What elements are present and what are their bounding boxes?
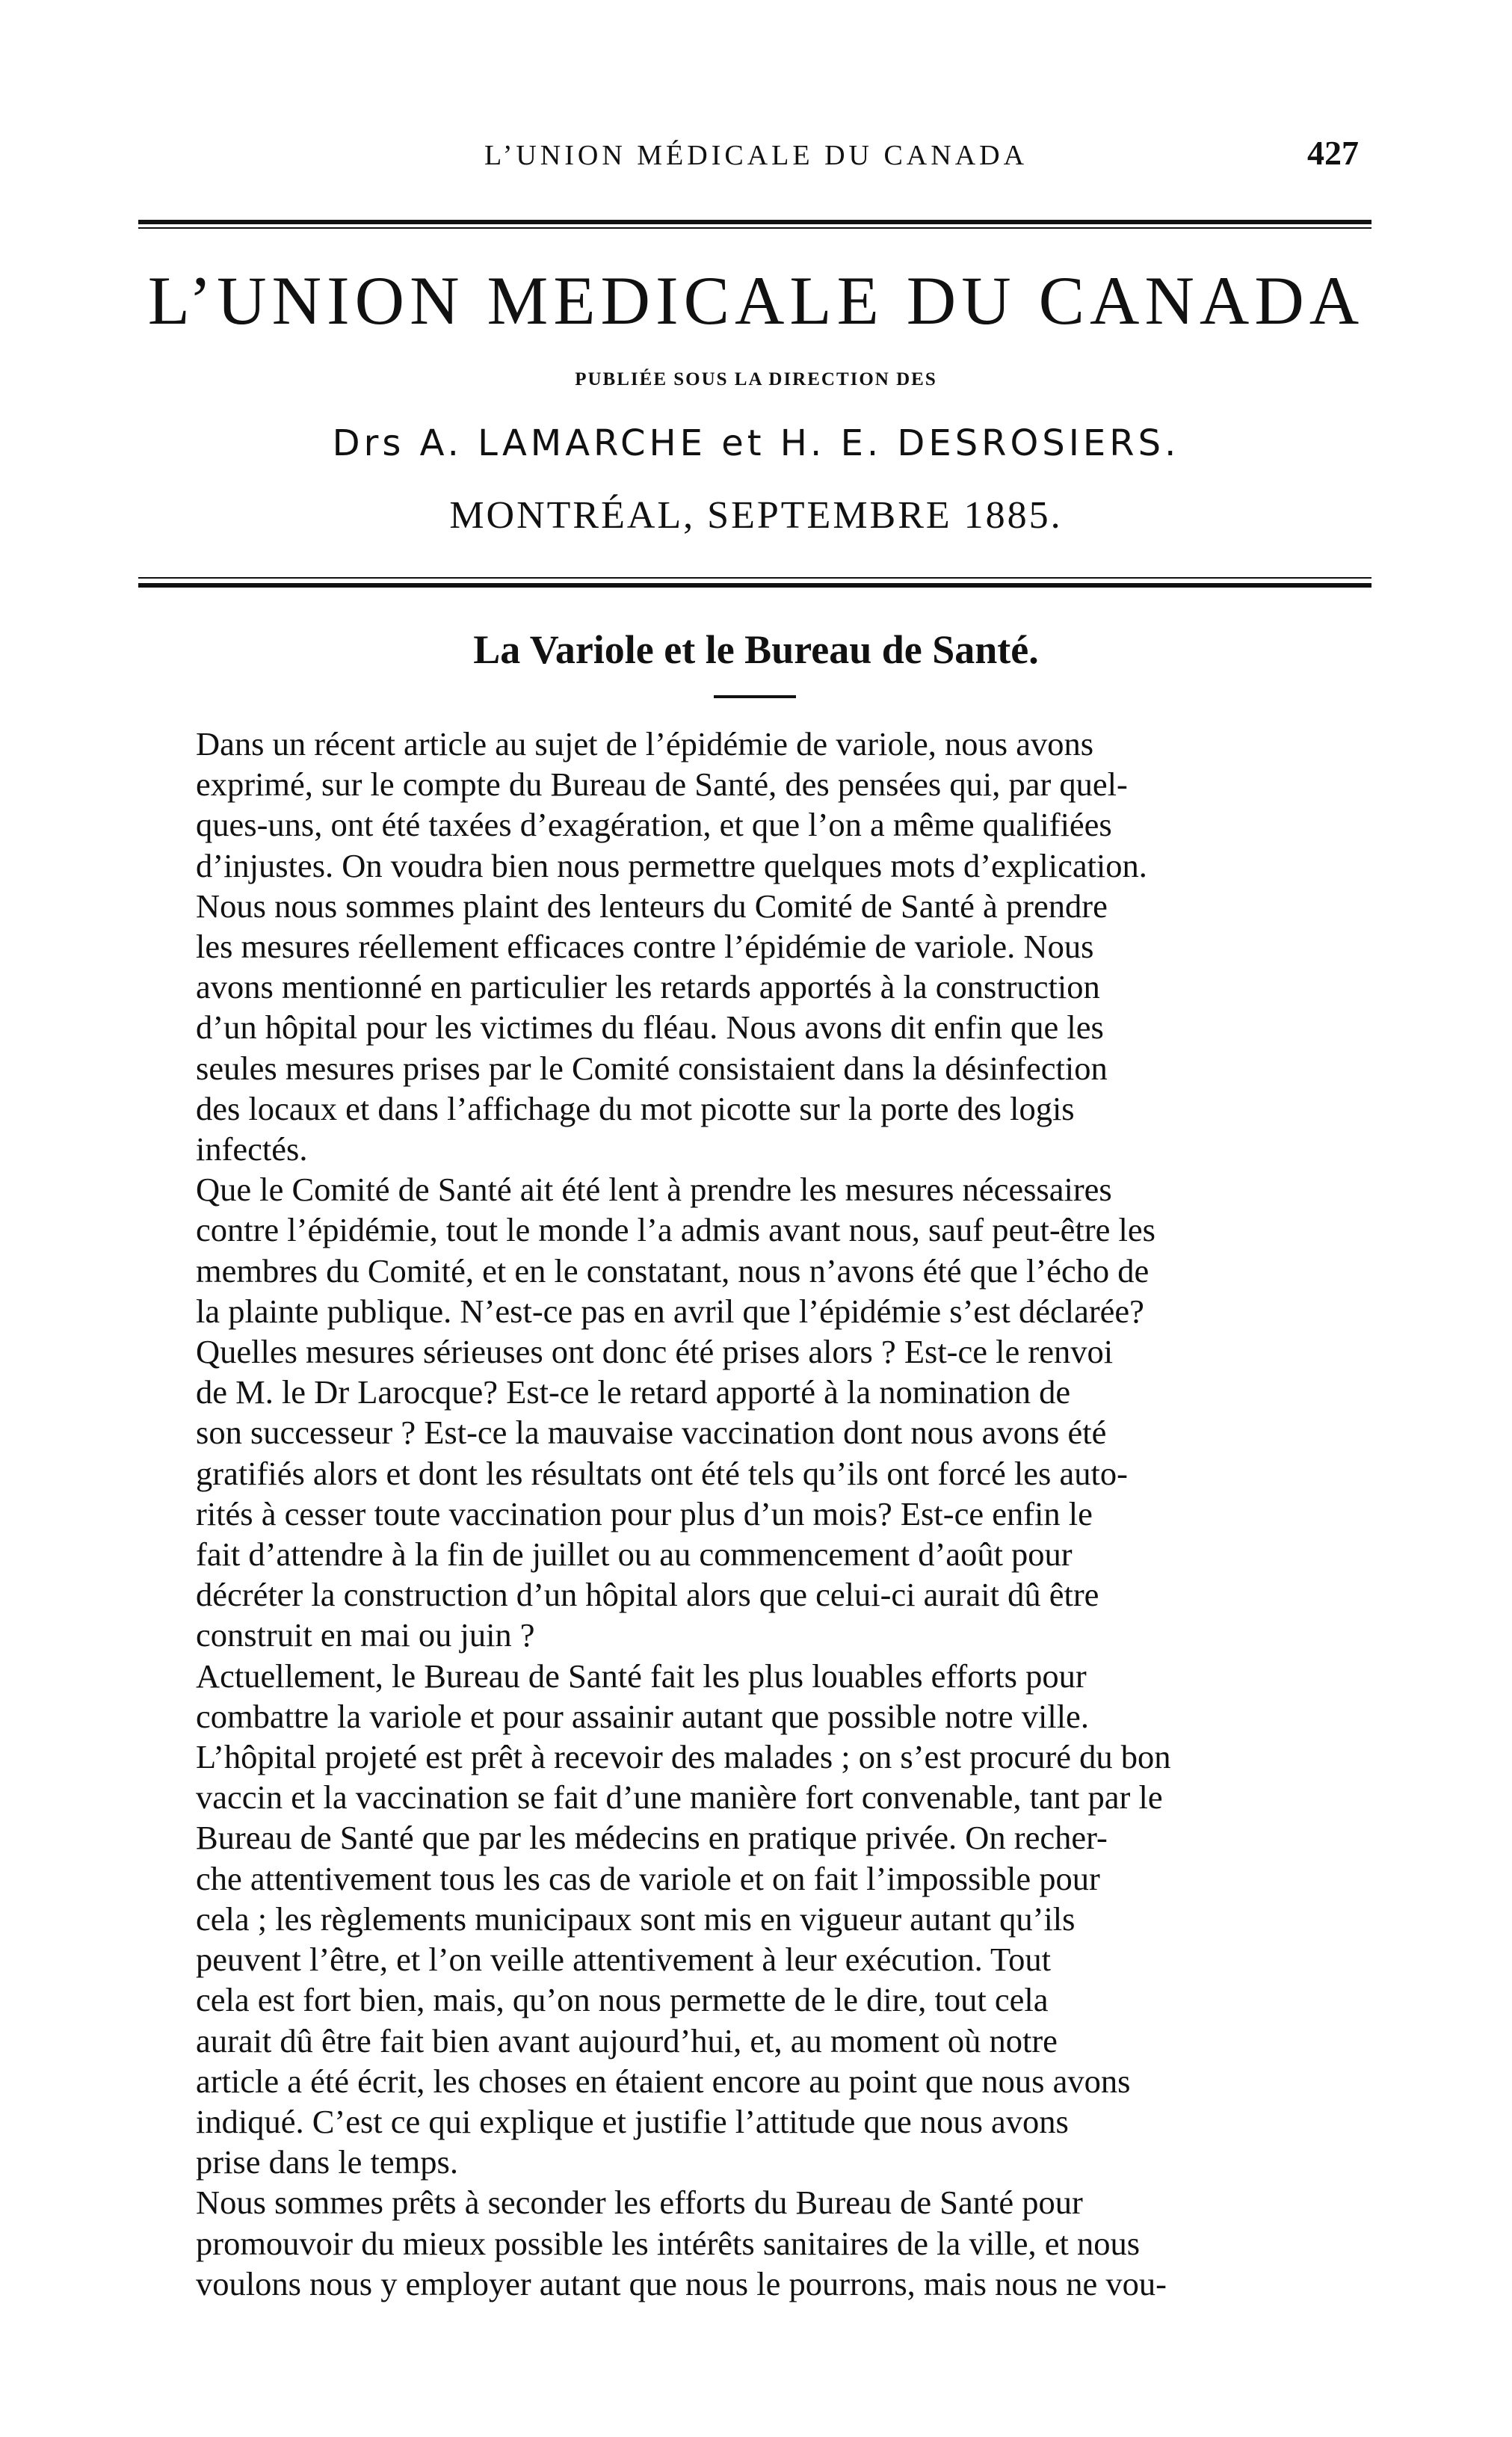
- text-line: seules mesures prises par le Comité consistaient dans la désinfection: [196, 1049, 1108, 1087]
- publisher-note: PUBLIÉE SOUS LA DIRECTION DES: [575, 369, 937, 389]
- article-title: La Variole et le Bureau de Santé.: [473, 627, 1039, 672]
- page-number: 427: [1307, 134, 1359, 172]
- rule-thin: [138, 227, 1371, 229]
- paragraph: [157, 2182, 1362, 2304]
- text-line: contre l’épidémie, tout le monde l’a admis avant nous, sauf peut-être les: [196, 1211, 1155, 1249]
- text-line: vaccin et la vaccination se fait d’une manière fort convenable, tant par le: [196, 1778, 1163, 1817]
- masthead-title: L’UNION MEDICALE DU CANADA: [147, 262, 1365, 339]
- text-line: Que le Comité de Santé ait été lent à prendre les mesures nécessaires: [196, 1171, 1112, 1209]
- text-line: indiqué. C’est ce qui explique et justifie l’attitude que nous avons: [196, 2102, 1069, 2140]
- running-head-title: L’UNION MÉDICALE DU CANADA: [484, 140, 1028, 171]
- text-line: Quelles mesures sérieuses ont donc été prises alors ? Est-ce le renvoi: [196, 1333, 1114, 1371]
- paragraph: [157, 886, 1362, 1169]
- text-line: gratifiés alors et dont les résultats ont été tels qu’ils ont forcé les auto-: [196, 1454, 1128, 1492]
- text-line: L’hôpital projeté est prêt à recevoir des malades ; on s’est procuré du bon: [196, 1738, 1171, 1776]
- text-line: cela est fort bien, mais, qu’on nous permette de le dire, tout cela: [196, 1981, 1049, 2019]
- text-line: peuvent l’être, et l’on veille attentivement à leur exécution. Tout: [196, 1941, 1051, 1979]
- text-line: la plainte publique. N’est-ce pas en avril que l’épidémie s’est déclarée?: [196, 1292, 1144, 1330]
- text-line: prise dans le temps.: [196, 2143, 458, 2181]
- rule-thick: [138, 220, 1371, 224]
- text-line: exprimé, sur le compte du Bureau de Santé, des pensées qui, par quel-: [196, 765, 1128, 804]
- text-line: che attentivement tous les cas de variole et on fait l’impossible pour: [196, 1859, 1100, 1897]
- paragraph: [157, 724, 1362, 886]
- text-line: des locaux et dans l’affichage du mot picotte sur la porte des logis: [196, 1089, 1075, 1127]
- text-line: fait d’attendre à la fin de juillet ou au commencement d’août pour: [196, 1535, 1073, 1574]
- text-line: les mesures réellement efficaces contre l’épidémie de variole. Nous: [196, 928, 1094, 966]
- editors-line: Drs A. LAMARCHE et H. E. DESROSIERS.: [332, 422, 1180, 464]
- paragraph: [157, 1656, 1362, 2183]
- rule-thick: [138, 583, 1371, 588]
- article-body: [157, 724, 1362, 2304]
- text-line: construit en mai ou juin ?: [196, 1616, 535, 1654]
- text-line: cela ; les règlements municipaux sont mis en vigueur autant qu’ils: [196, 1900, 1076, 1938]
- text-line: Nous nous sommes plaint des lenteurs du Comité de Santé à prendre: [196, 887, 1108, 925]
- paragraph: [157, 1169, 1362, 1655]
- text-line: rités à cesser toute vaccination pour plus d’un mois? Est-ce enfin le: [196, 1494, 1093, 1532]
- text-line: Dans un récent article au sujet de l’épidémie de variole, nous avons: [196, 725, 1094, 762]
- text-line: aurait dû être fait bien avant aujourd’hui, et, au moment où notre: [196, 2021, 1058, 2059]
- text-line: Bureau de Santé que par les médecins en pratique privée. On recher-: [196, 1819, 1108, 1857]
- text-line: Actuellement, le Bureau de Santé fait les plus louables efforts pour: [196, 1657, 1087, 1695]
- dateline: MONTRÉAL, SEPTEMBRE 1885.: [449, 494, 1063, 537]
- text-line: article a été écrit, les choses en étaient encore au point que nous avons: [196, 2062, 1131, 2100]
- text-line: infectés.: [196, 1130, 308, 1168]
- title-rule: [714, 695, 796, 698]
- text-line: membres du Comité, et en le constatant, nous n’avons été que l’écho de: [196, 1251, 1150, 1290]
- header-double-rule: [138, 215, 1371, 229]
- text-line: d’injustes. On voudra bien nous permettre quelques mots d’explication.: [196, 846, 1147, 884]
- masthead-double-rule: [138, 574, 1371, 588]
- text-line: avons mentionné en particulier les retards apportés à la construction: [196, 968, 1100, 1006]
- text-line: d’un hôpital pour les victimes du fléau. Nous avons dit enfin que les: [196, 1008, 1104, 1047]
- text-line: son successeur ? Est-ce la mauvaise vaccination dont nous avons été: [196, 1414, 1107, 1452]
- text-line: promouvoir du mieux possible les intérêts sanitaires de la ville, et nous: [196, 2224, 1141, 2262]
- text-line: de M. le Dr Larocque? Est-ce le retard apporté à la nomination de: [196, 1373, 1071, 1411]
- text-line: Nous sommes prêts à seconder les efforts du Bureau de Santé pour: [196, 2184, 1083, 2222]
- running-head: [0, 133, 1512, 178]
- rule-thin: [138, 577, 1371, 579]
- text-line: voulons nous y employer autant que nous le pourrons, mais nous ne vou-: [196, 2264, 1167, 2302]
- text-line: ques-uns, ont été taxées d’exagération, et que l’on a même qualifiées: [196, 806, 1112, 844]
- text-line: combattre la variole et pour assainir autant que possible notre ville.: [196, 1697, 1089, 1735]
- text-line: décréter la construction d’un hôpital alors que celui-ci aurait dû être: [196, 1576, 1099, 1614]
